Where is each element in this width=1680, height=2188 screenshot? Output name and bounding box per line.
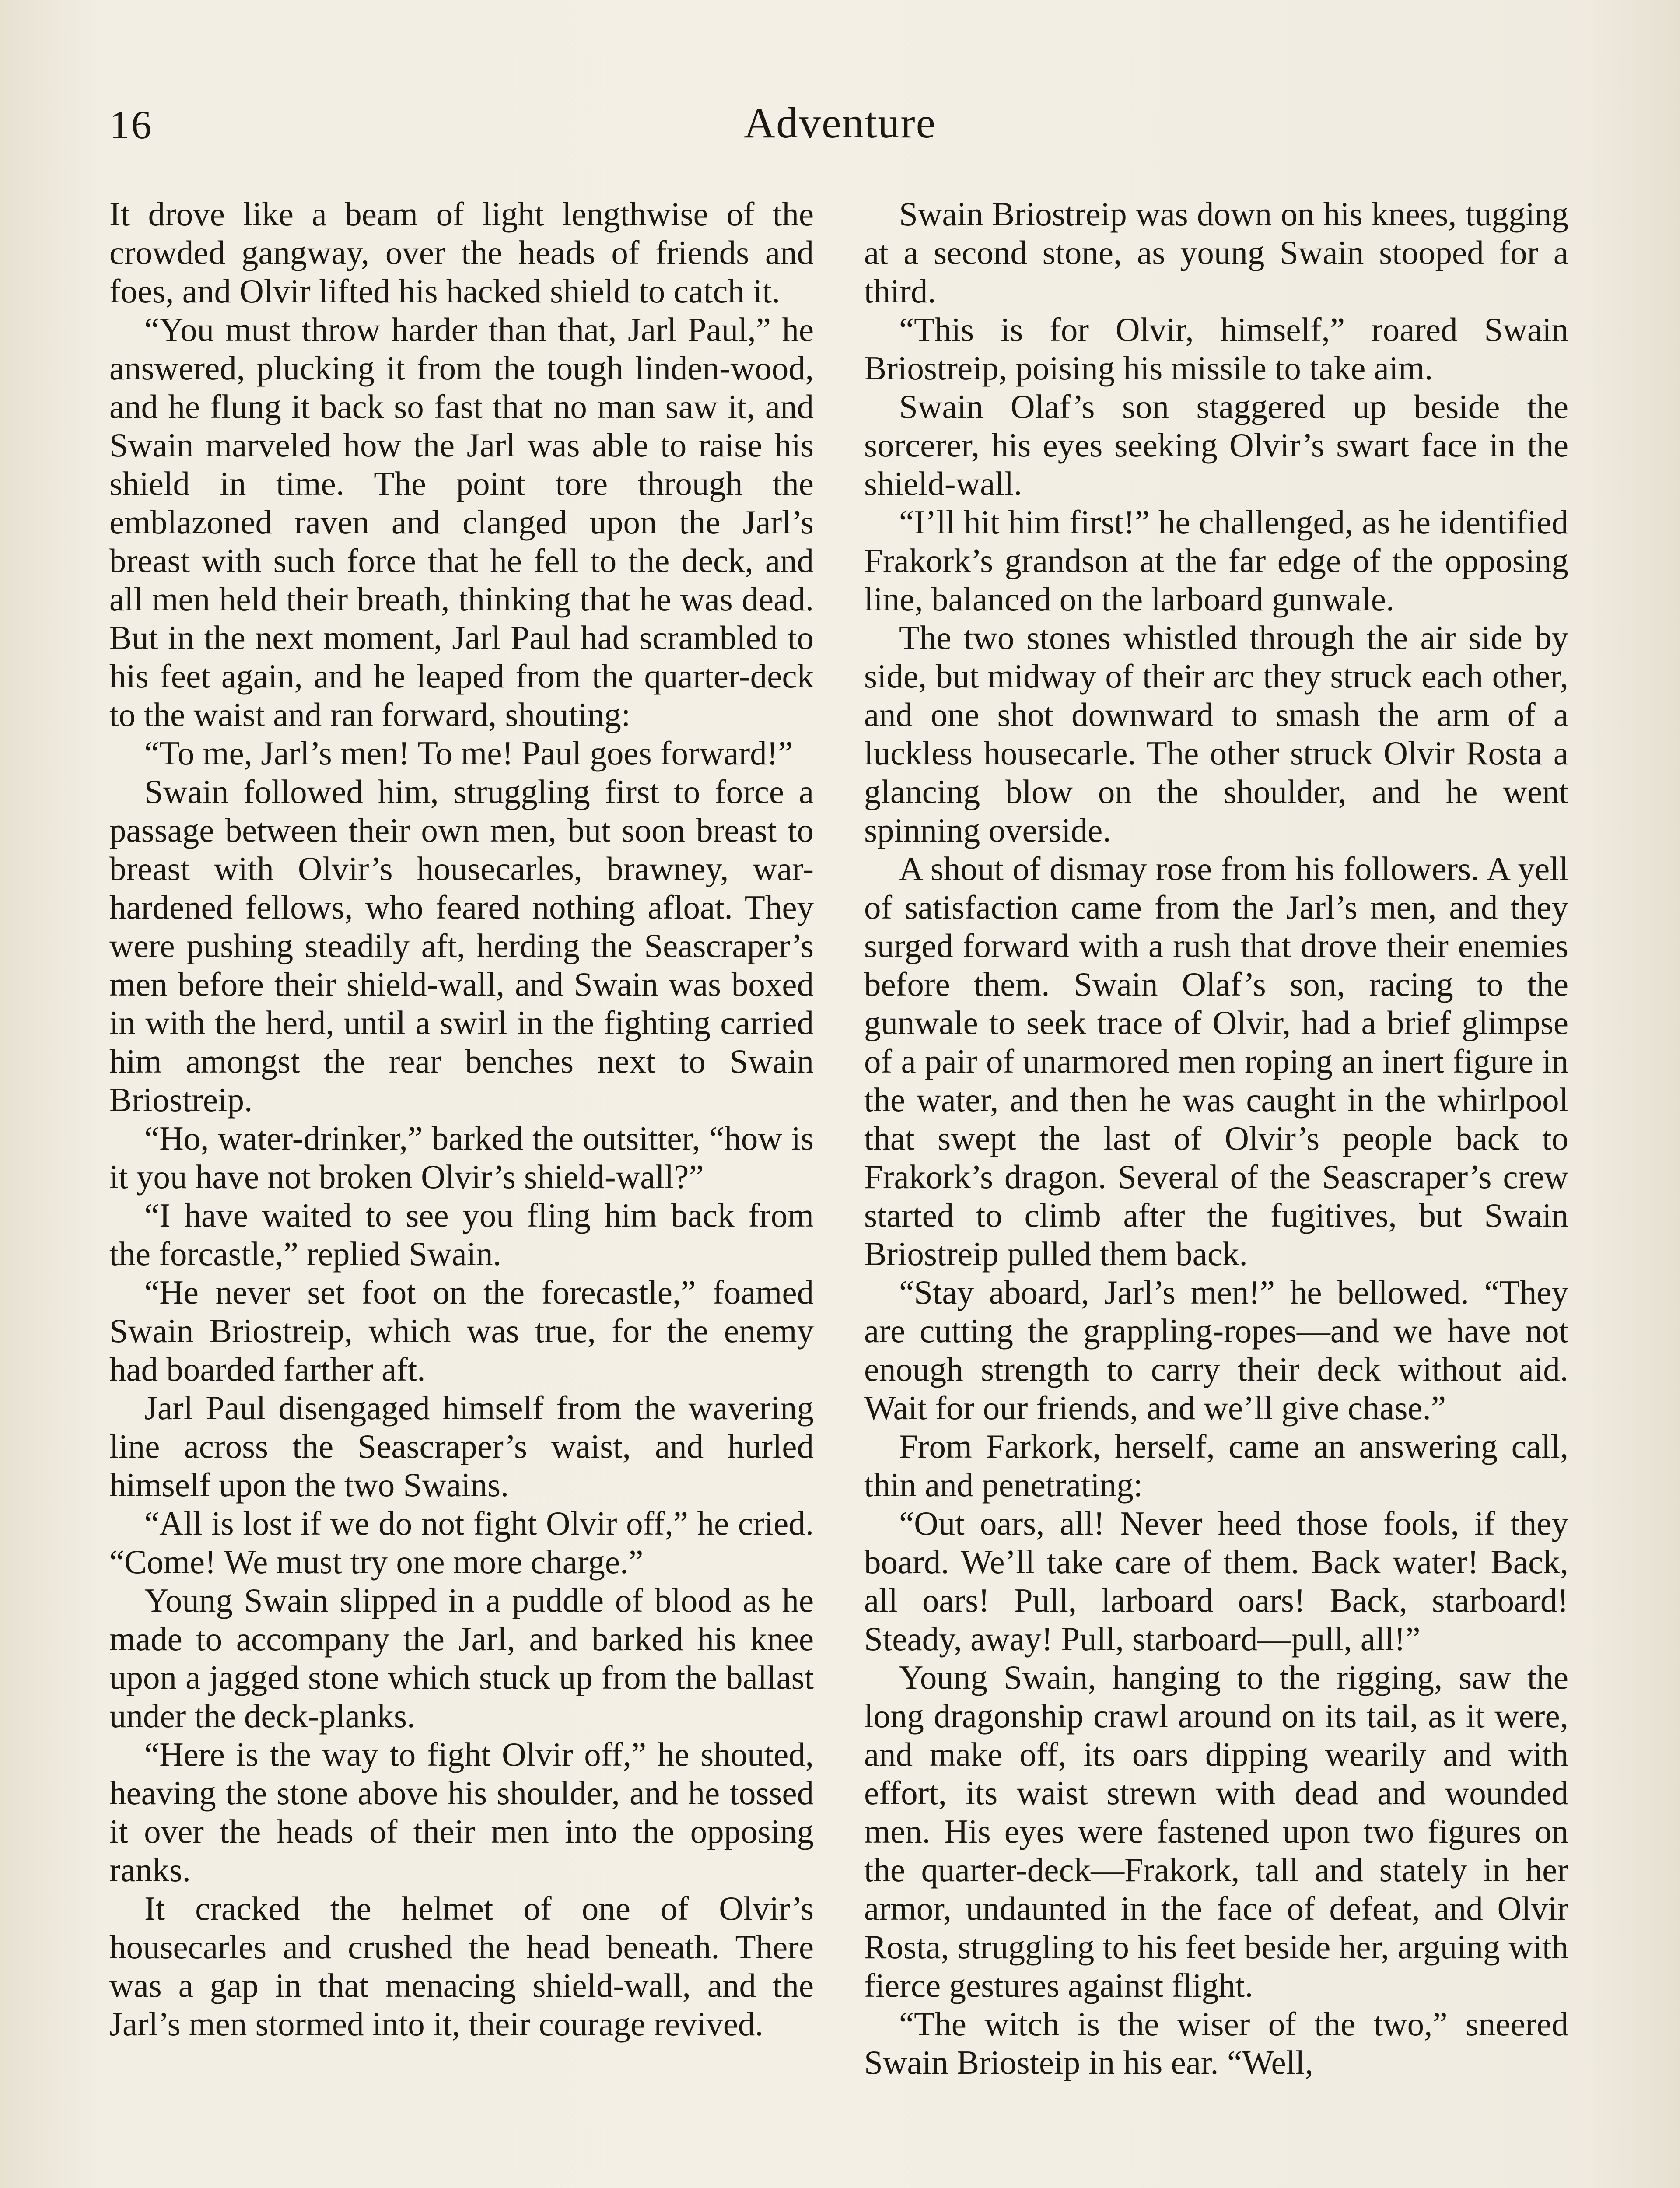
paragraph: Jarl Paul disengaged himself from the wavering line across the Seascraper’s waist, and hurled himself upon the two Swains. bbox=[109, 1389, 814, 1504]
paragraph: “Stay aboard, Jarl’s men!” he bellowed. “They are cutting the grappling-ropes—and we have not enough strength to carry their deck without aid. Wait for our friends, and we’ll give chase.” bbox=[864, 1273, 1568, 1427]
paragraph: “He never set foot on the forecastle,” foamed Swain Briostreip, which was true, for the enemy had boarded farther aft. bbox=[109, 1273, 814, 1388]
paragraph: Swain Olaf’s son staggered up beside the sorcerer, his eyes seeking Olvir’s swart face in the shield-wall. bbox=[864, 388, 1568, 502]
paragraph: “Out oars, all! Never heed those fools, if they board. We’ll take care of them. Back water! Back, all oars! Pull, larboard oars! Back, starboard! Steady, away! Pull, starboard—pull, all!” bbox=[864, 1504, 1568, 1658]
paragraph: “To me, Jarl’s men! To me! Paul goes forward!” bbox=[144, 734, 793, 772]
right-column bbox=[864, 195, 1568, 2082]
paragraph: Young Swain slipped in a puddle of blood as he made to accompany the Jarl, and barked his knee upon a jagged stone which stuck up from the ballast under the deck-planks. bbox=[109, 1581, 814, 1735]
left-column bbox=[109, 195, 814, 2043]
paragraph: A shout of dismay rose from his followers. A yell of satisfaction came from the Jarl’s men, and they surged forward with a rush that drove their enemies before them. Swain Olaf’s son, racing to the gunwale to seek trace of Olvir, had a brief glimpse of a pair of unarmored men roping an inert figure in the water, and then he was caught in the whirlpool that swept the last of Olvir’s people back to Frakork’s dragon. Several of the Seascraper’s crew started to climb after the fugitives, but Swain Briostreip pulled them back. bbox=[864, 850, 1568, 1273]
paragraph: Young Swain, hanging to the rigging, saw the long dragonship crawl around on its tail, as it were, and make off, its oars dipping wearily and with effort, its waist strewn with dead and wounded men. His eyes were fastened upon two figures on the quarter-deck—Frakork, tall and stately in her armor, undaunted in the face of defeat, and Olvir Rosta, struggling to his feet beside her, arguing with fierce gestures against flight. bbox=[864, 1659, 1568, 2004]
paragraph: From Farkork, herself, came an answering call, thin and penetrating: bbox=[864, 1427, 1568, 1504]
paragraph: “I have waited to see you fling him back from the forcastle,” replied Swain. bbox=[109, 1196, 814, 1273]
paragraph: “You must throw harder than that, Jarl Paul,” he answered, plucking it from the tough linden-wood, and he flung it back so fast that no man saw it, and Swain marveled how the Jarl was able to raise his shield in time. The point tore through the emblazoned raven and clanged upon the Jarl’s breast with such force that he fell to the deck, and all men held their breath, thinking that he was dead. But in the next moment, Jarl Paul had scrambled to his feet again, and he leaped from the quarter-deck to the waist and ran forward, shouting: bbox=[109, 311, 814, 733]
paragraph: “All is lost if we do not fight Olvir off,” he cried. “Come! We must try one more charge.” bbox=[109, 1504, 814, 1581]
paragraph: “Here is the way to fight Olvir off,” he shouted, heaving the stone above his shoulder, and he tossed it over the heads of their men into the opposing ranks. bbox=[109, 1736, 814, 1889]
paragraph: “This is for Olvir, himself,” roared Swain Briostreip, poising his missile to take aim. bbox=[864, 311, 1568, 387]
paragraph: Swain followed him, struggling first to force a passage between their own men, but soon breast to breast with Olvir’s housecarles, brawney, war-hardened fellows, who feared nothing afloat. They were pushing steadily aft, herding the Seascraper’s men before their shield-wall, and Swain was boxed in with the herd, until a swirl in the fighting carried him amongst the rear benches next to Swain Briostreip. bbox=[109, 773, 814, 1119]
running-title: Adventure bbox=[743, 98, 937, 147]
paragraph: It cracked the helmet of one of Olvir’s housecarles and crushed the head beneath. There was a gap in that menacing shield-wall, and the Jarl’s men stormed into it, their courage revived. bbox=[109, 1890, 814, 2043]
paragraph: “Ho, water-drinker,” barked the outsitter, “how is it you have not broken Olvir’s shield-wall?” bbox=[109, 1119, 814, 1196]
paragraph: “The witch is the wiser of the two,” sneered Swain Briosteip in his ear. “Well, bbox=[864, 2005, 1568, 2081]
paragraph: “I’ll hit him first!” he challenged, as he identified Frakork’s grandson at the far edge of the opposing line, balanced on the larboard gunwale. bbox=[864, 503, 1568, 618]
paragraph: It drove like a beam of light lengthwise of the crowded gangway, over the heads of friends and foes, and Olvir lifted his hacked shield to catch it. bbox=[109, 195, 814, 310]
paragraph: Swain Briostreip was down on his knees, tugging at a second stone, as young Swain stooped for a third. bbox=[864, 195, 1568, 310]
paragraph: The two stones whistled through the air side by side, but midway of their arc they struck each other, and one shot downward to smash the arm of a luckless housecarle. The other struck Olvir Rosta a glancing blow on the shoulder, and he went spinning overside. bbox=[864, 619, 1568, 849]
page-header bbox=[101, 90, 1579, 155]
page-number: 16 bbox=[109, 102, 153, 147]
